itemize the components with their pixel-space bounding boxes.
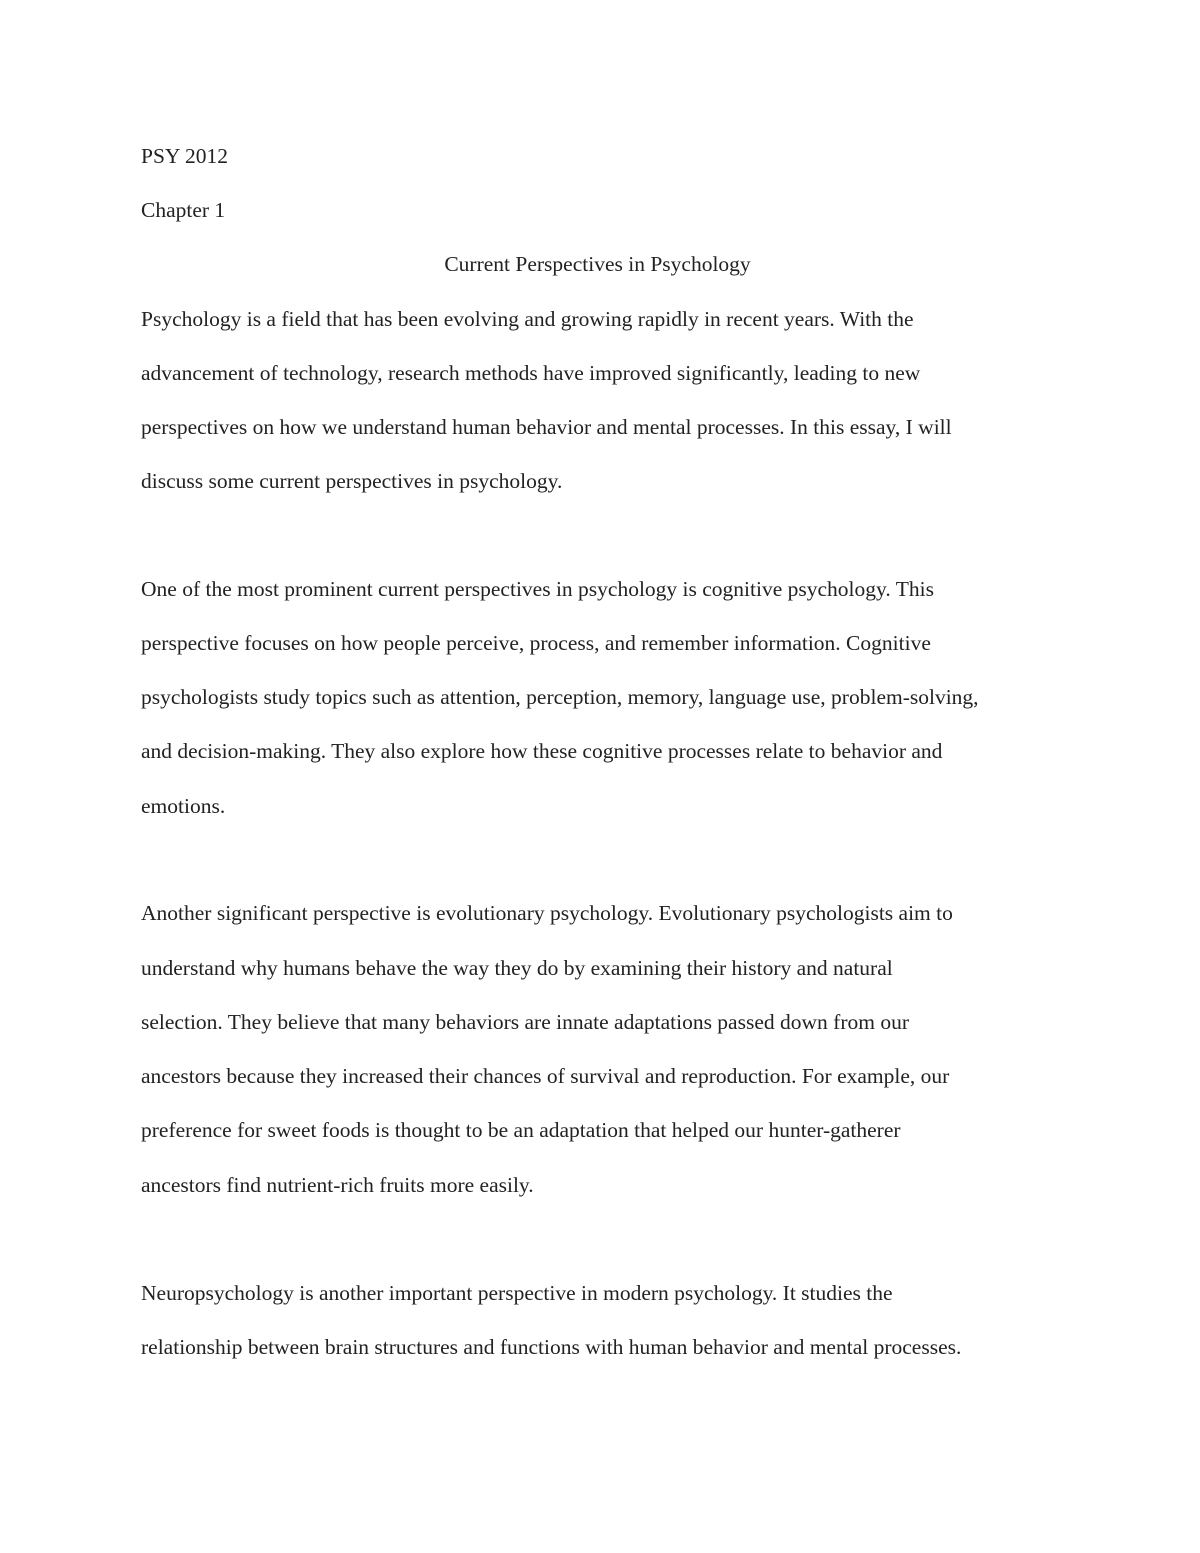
paragraph-line: perspective focuses on how people perceive, process, and remember information. Cognitive [141, 631, 931, 655]
paragraph-line: and decision-making. They also explore how these cognitive processes relate to behavior and [141, 739, 943, 763]
paragraph-line: Another significant perspective is evolutionary psychology. Evolutionary psychologists aim to [141, 901, 953, 925]
paragraph-line: One of the most prominent current perspectives in psychology is cognitive psychology. This [141, 577, 934, 601]
chapter-label: Chapter 1 [141, 198, 226, 222]
paragraph-line: perspectives on how we understand human behavior and mental processes. In this essay, I will [141, 415, 952, 439]
paragraph-line: Neuropsychology is another important perspective in modern psychology. It studies the [141, 1281, 893, 1305]
paragraph-line: Psychology is a field that has been evolving and growing rapidly in recent years. With the [141, 307, 914, 331]
paragraph-line: relationship between brain structures and functions with human behavior and mental processes. [141, 1335, 962, 1359]
paragraph-line: advancement of technology, research methods have improved significantly, leading to new [141, 361, 921, 385]
paragraph-line: understand why humans behave the way they do by examining their history and natural [141, 956, 893, 980]
essay-title: Current Perspectives in Psychology [444, 252, 751, 276]
paragraph-line: preference for sweet foods is thought to be an adaptation that helped our hunter-gatherer [141, 1118, 901, 1142]
paragraph-line: discuss some current perspectives in psychology. [141, 469, 563, 493]
course-code: PSY 2012 [141, 144, 229, 168]
paragraph-line: psychologists study topics such as attention, perception, memory, language use, problem-solving, [141, 685, 979, 709]
paragraph-line: ancestors because they increased their chances of survival and reproduction. For example, our [141, 1064, 950, 1088]
paragraph-line: ancestors find nutrient-rich fruits more easily. [141, 1173, 534, 1197]
paragraph-line: emotions. [141, 794, 226, 818]
paragraph-line: selection. They believe that many behaviors are innate adaptations passed down from our [141, 1010, 909, 1034]
